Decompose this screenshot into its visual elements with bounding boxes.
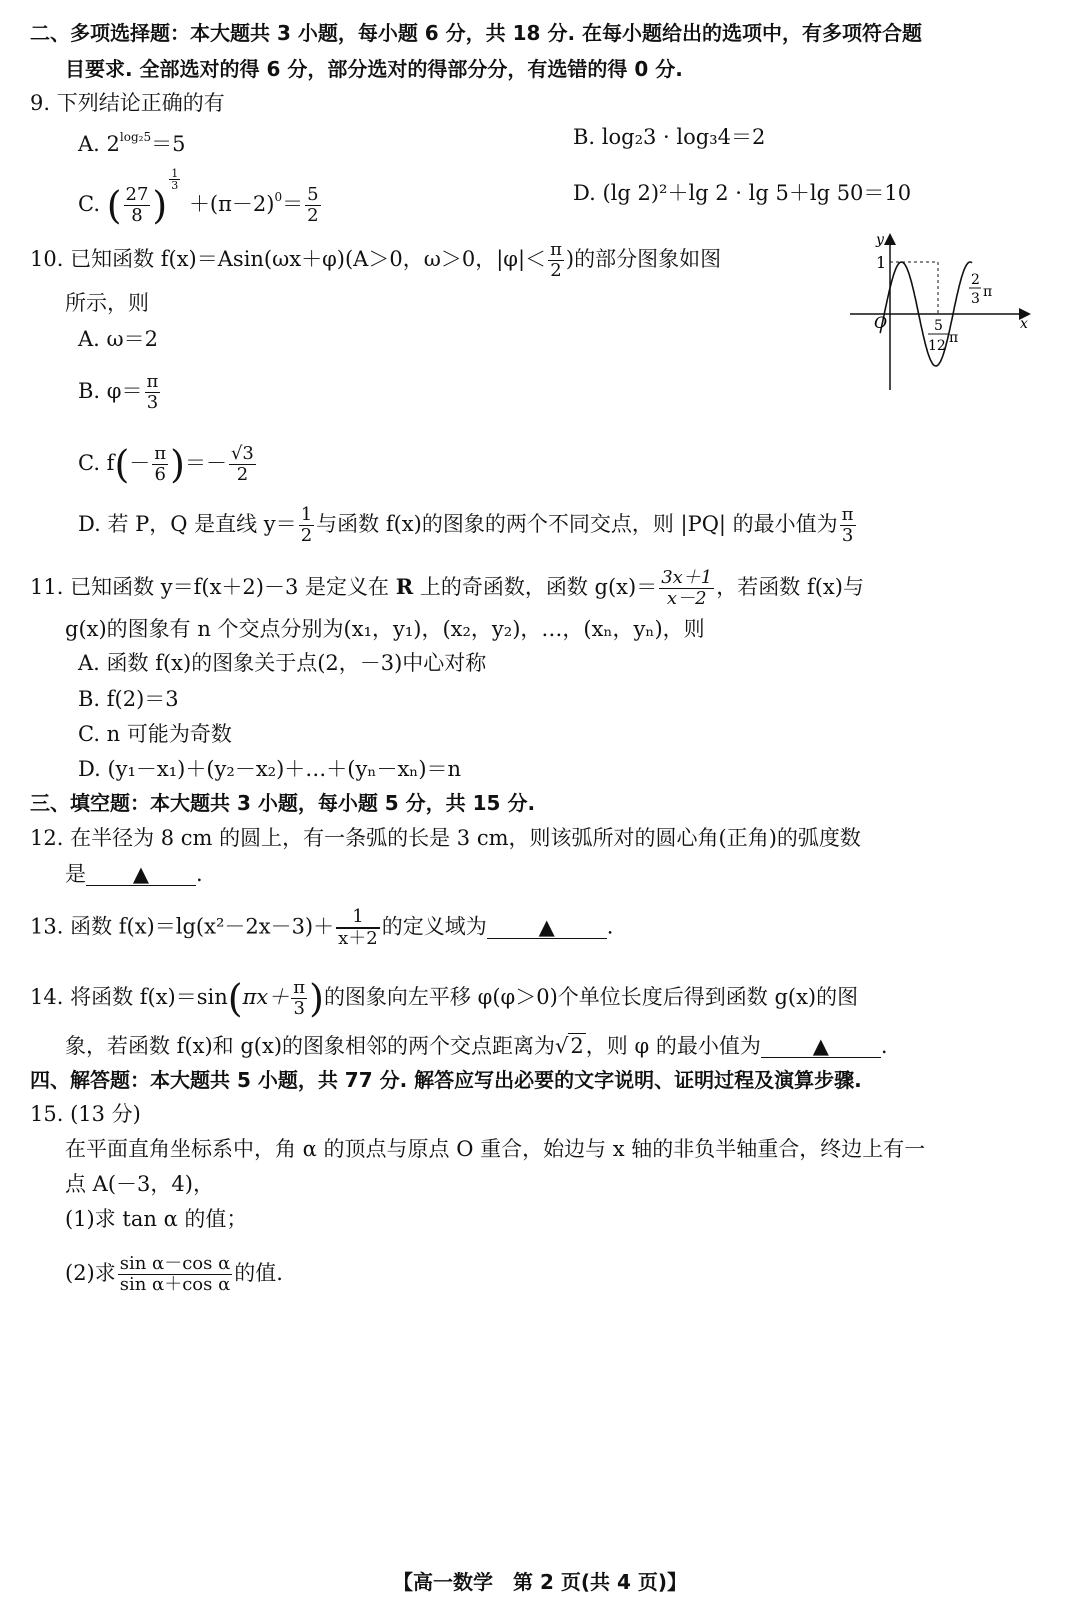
q15-part1: (1)求 tan α 的值； xyxy=(65,1207,248,1231)
section-4-header: 四、解答题：本大题共 5 小题，共 77 分. 解答应写出必要的文字说明、证明过程及演算步骤. xyxy=(30,1068,862,1092)
q15-line2: 点 A(－3，4)， xyxy=(65,1172,214,1196)
q14-line1: 14. 将函数 f(x)＝sin(πx＋ $\frac{\pi}{3}$ )的图象向左平移 φ(φ＞0)个单位长度后得到函数 g(x)的图 xyxy=(30,976,859,1021)
q10-option-a: A. ω＝2 xyxy=(78,327,159,351)
t2-num: 2 xyxy=(971,272,980,288)
x-label: x xyxy=(1020,316,1028,332)
t1-pi: π xyxy=(949,330,959,346)
q9-option-d: D. (lg 2)²＋lg 2 · lg 5＋lg 50＝10 xyxy=(573,181,912,205)
q13-line: 13. 函数 f(x)＝lg(x²－2x－3)＋ $\frac{1}{x+2}$ 的定义域为 ▲ . xyxy=(30,906,614,949)
page-footer: 【高一数学 第 2 页(共 4 页)】 xyxy=(393,1570,687,1594)
t2-pi: π xyxy=(983,284,993,300)
t1-den: 12 xyxy=(928,338,946,354)
q14-line2: 象，若函数 f(x)和 g(x)的图象相邻的两个交点距离为√2，则 φ 的最小值为 ▲ . xyxy=(65,1034,888,1058)
q12-line1: 12. 在半径为 8 cm 的圆上，有一条弧的长是 3 cm，则该弧所对的圆心角(正角)的弧度数 xyxy=(30,826,861,850)
t2-den: 3 xyxy=(971,291,980,307)
q9-option-b: B. log₂3 · log₃4＝2 xyxy=(573,125,766,149)
section-2-line1: 二、多项选择题：本大题共 3 小题，每小题 6 分，共 18 分. 在每小题给出的选项中，有多项符合题 xyxy=(30,21,923,45)
origin-label: O xyxy=(874,313,888,332)
q13-answer-blank[interactable]: ▲ xyxy=(487,916,607,939)
t1-num: 5 xyxy=(934,318,943,334)
q15-part2: (2)求 $\frac{\text{sin α－cos α}}{\text{sin α＋cos α}}$ 的值. xyxy=(65,1253,283,1295)
q11-stem-line2: g(x)的图象有 n 个交点分别为(x₁，y₁)，(x₂，y₂)，…，(xₙ，yₙ)，则 xyxy=(65,617,705,641)
one-label: 1 xyxy=(876,253,887,272)
q10-option-d: D. 若 P，Q 是直线 y＝ $\frac{1}{2}$ 与函数 f(x)的图象的两个不同交点，则 |PQ| 的最小值为 $\frac{\pi}{3}$ xyxy=(78,504,854,546)
q12-line2: 是 ▲ . xyxy=(65,862,203,886)
q14-answer-blank[interactable]: ▲ xyxy=(761,1035,881,1058)
q11-stem: 11. 已知函数 y＝f(x＋2)－3 是定义在 R 上的奇函数，函数 g(x)＝ $\frac{3x+1}{x-2}$ ，若函数 f(x)与 xyxy=(30,567,864,609)
q11-option-b: B. f(2)＝3 xyxy=(78,687,179,711)
q9-option-a: A. $2^{log_25}=5$ xyxy=(78,130,186,156)
q9-option-c: C. ( $\frac{27}{8}$ ) $\frac{1}{3}$ $+(\pi-2)^0=$ $\frac{5}{2}$ xyxy=(78,167,319,228)
y-label: y xyxy=(876,232,884,248)
q11-option-a: A. 函数 f(x)的图象关于点(2，－3)中心对称 xyxy=(78,651,487,675)
q10-stem-line2: 所示，则 xyxy=(65,291,149,315)
q10-sine-graph xyxy=(850,230,1035,395)
q11-option-d: D. (y₁－x₁)＋(y₂－x₂)＋…＋(yₙ－xₙ)＝n xyxy=(78,757,462,781)
section-2-line2: 目要求. 全部选对的得 6 分，部分选对的得部分分，有选错的得 0 分. xyxy=(65,57,683,81)
q15-head: 15. (13 分) xyxy=(30,1102,141,1126)
q10-option-b: B. φ＝ $\frac{\pi}{3}$ xyxy=(78,371,159,413)
q12-answer-blank[interactable]: ▲ xyxy=(86,863,196,886)
q9-stem: 9. 下列结论正确的有 xyxy=(30,91,225,115)
q15-line1: 在平面直角坐标系中，角 α 的顶点与原点 O 重合，始边与 x 轴的非负半轴重合，终边上有一 xyxy=(65,1137,926,1161)
q10-option-c: C. f(－ $\frac{\pi}{6}$ )＝－ $\frac{√3}{2}$ xyxy=(78,442,254,487)
section-3-header: 三、填空题：本大题共 3 小题，每小题 5 分，共 15 分. xyxy=(30,791,536,815)
q10-stem: 10. 已知函数 f(x)＝Asin(ωx＋φ)(A＞0，ω＞0，|φ|＜ $\frac{\pi}{2}$ )的部分图象如图 xyxy=(30,239,722,281)
q11-option-c: C. n 可能为奇数 xyxy=(78,722,232,746)
